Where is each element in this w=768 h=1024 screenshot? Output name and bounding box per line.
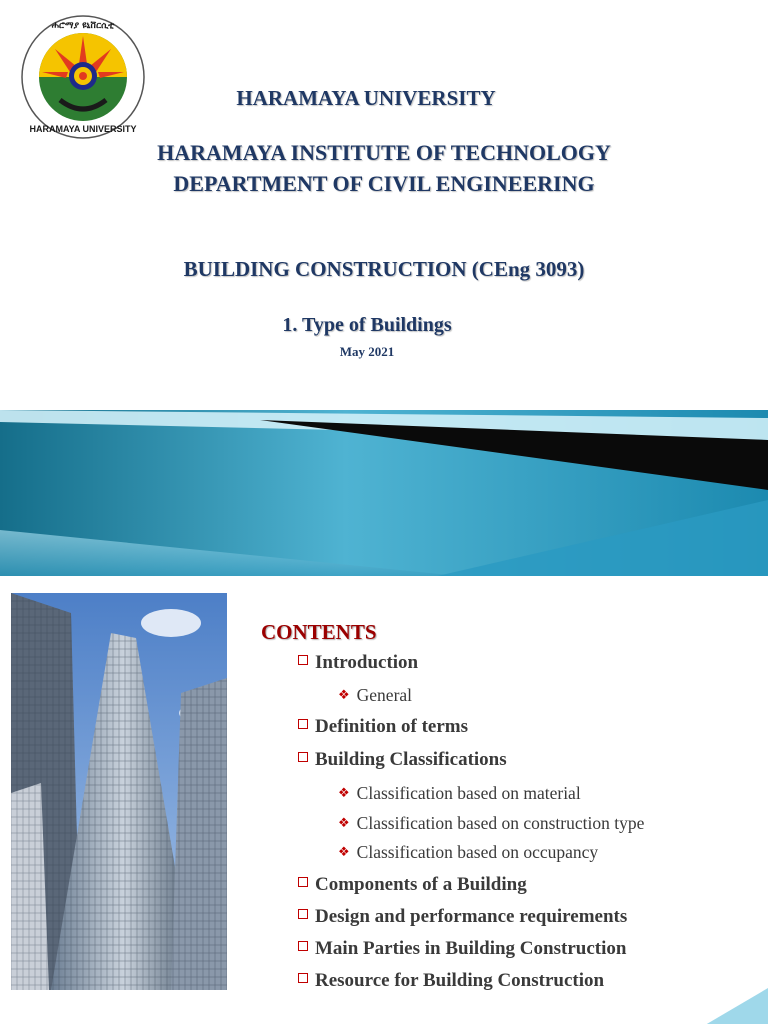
square-bullet-icon [298,941,308,951]
contents-slide [0,576,768,1024]
list-item-classification-occupancy [338,842,598,863]
diamond-bullet-icon: ❖ [338,785,350,800]
item-label: Classification based on material [356,783,581,803]
institute-name: HARAMAYA INSTITUTE OF TECHNOLOGY [157,140,611,165]
square-bullet-icon [298,877,308,887]
department-name: DEPARTMENT OF CIVIL ENGINEERING [173,171,595,196]
square-bullet-icon [298,719,308,729]
decorative-corner-strip [700,988,768,1024]
item-label: Design and performance requirements [315,906,628,927]
diamond-bullet-icon: ❖ [338,844,350,859]
square-bullet-icon [298,752,308,762]
list-item-introduction [298,652,418,674]
svg-text:HARAMAYA UNIVERSITY: HARAMAYA UNIVERSITY [29,124,137,134]
item-label: Definition of terms [315,716,469,737]
topic-title: 1. Type of Buildings [282,314,452,336]
decorative-banner [0,410,768,576]
list-item-classification-construction-type [338,813,644,834]
square-bullet-icon [298,973,308,983]
square-bullet-icon [298,655,308,665]
university-name: HARAMAYA UNIVERSITY [236,86,496,110]
list-item-main-parties [298,938,626,960]
contents-heading: CONTENTS [261,620,377,644]
list-item-resource [298,970,604,992]
list-item-definition-of-terms [298,716,468,738]
course-title: BUILDING CONSTRUCTION (CEng 3093) [183,257,585,281]
item-label: Building Classifications [315,749,507,770]
haramaya-university-logo [20,14,146,140]
list-item-general [338,685,412,706]
item-label: Classification based on construction type [356,813,645,833]
list-item-design-performance [298,906,627,928]
date-label: May 2021 [339,344,395,359]
item-label: Components of a Building [315,874,527,895]
diamond-bullet-icon: ❖ [338,687,350,702]
item-label: General [356,685,413,705]
item-label: Main Parties in Building Construction [315,938,627,959]
list-item-classification-material [338,783,581,804]
list-item-components [298,874,527,896]
item-label: Introduction [315,652,419,673]
diamond-bullet-icon: ❖ [338,815,350,830]
list-item-building-classifications [298,749,507,771]
svg-text:ሐሮማያ ዩኒቨርሲቲ: ሐሮማያ ዩኒቨርሲቲ [51,21,115,31]
skyscraper-photo [11,593,227,990]
square-bullet-icon [298,909,308,919]
item-label: Resource for Building Construction [315,970,605,991]
item-label: Classification based on occupancy [356,842,599,862]
